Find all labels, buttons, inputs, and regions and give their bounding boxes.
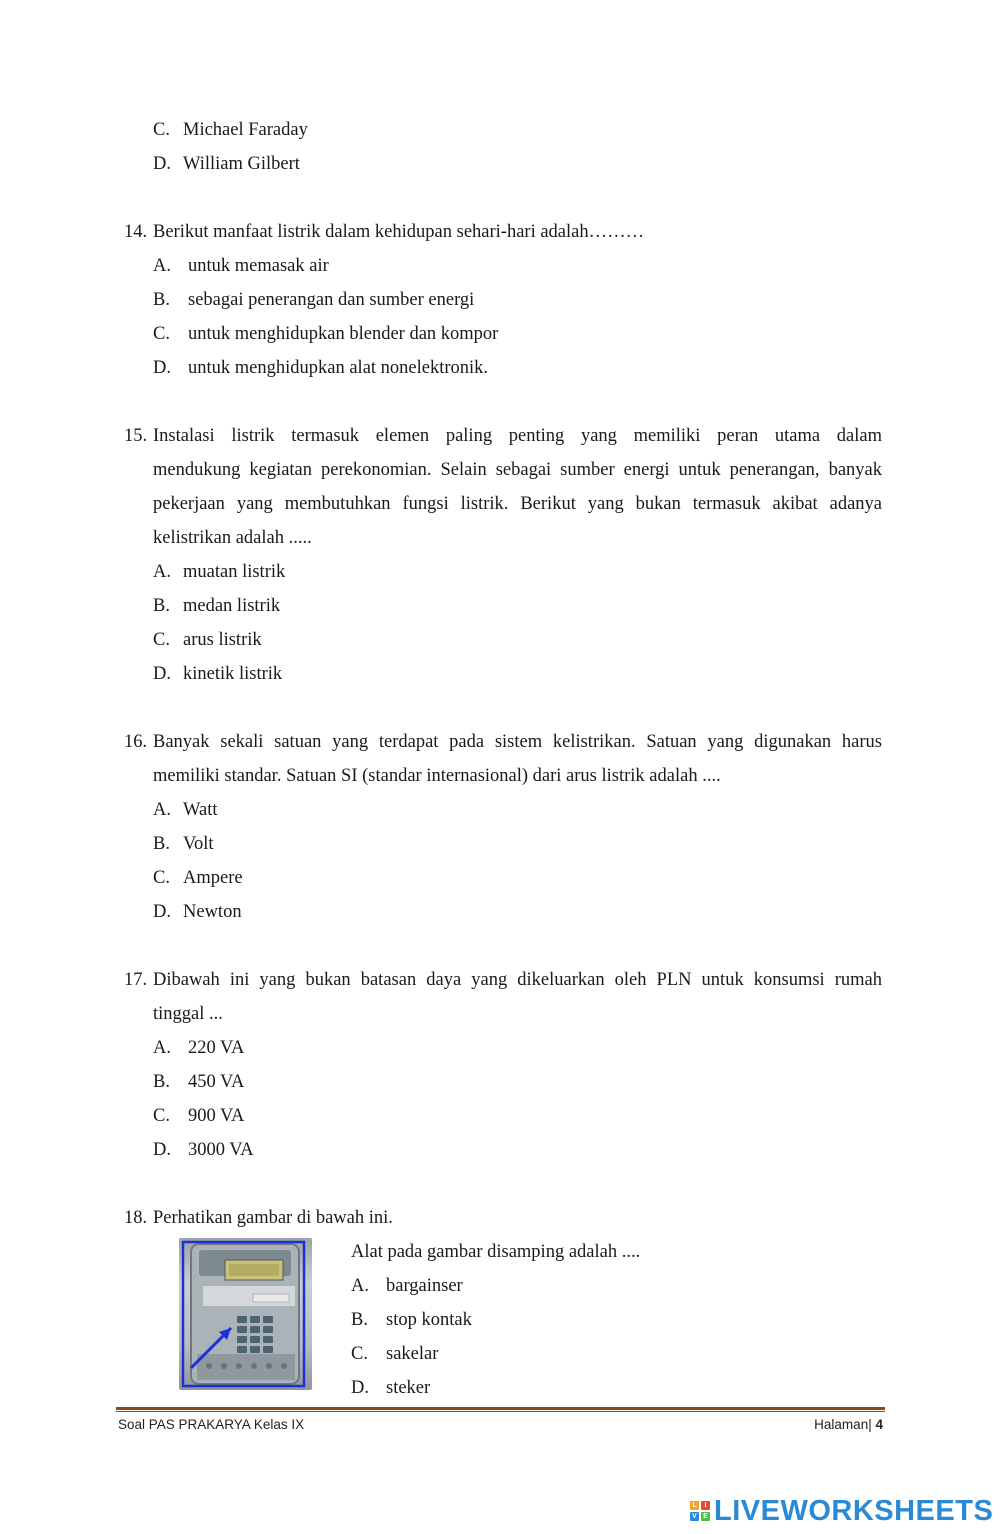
option-text: Newton bbox=[183, 902, 242, 922]
q18-option-c bbox=[351, 1342, 438, 1366]
logo-tile: I bbox=[701, 1501, 710, 1510]
q14-question: Berikut manfaat listrik dalam kehidupan sehari-hari adalah……… bbox=[153, 222, 645, 242]
option-letter: A. bbox=[351, 1276, 369, 1296]
logo-tile: L bbox=[690, 1501, 699, 1510]
option-text: 450 VA bbox=[188, 1072, 245, 1092]
option-letter: A. bbox=[153, 800, 171, 820]
q13-option-c bbox=[153, 118, 308, 142]
footer-title: Soal PAS PRAKARYA Kelas IX bbox=[118, 1417, 305, 1432]
option-letter: B. bbox=[153, 834, 170, 854]
q17-question-line: Dibawah ini yang bukan batasan daya yang dikeluarkan oleh PLN untuk konsumsi rumah bbox=[153, 970, 882, 990]
option-text: Volt bbox=[183, 834, 214, 854]
option-text: 900 VA bbox=[188, 1106, 245, 1126]
option-text: untuk menghidupkan alat nonelektronik. bbox=[188, 358, 489, 378]
option-letter: B. bbox=[351, 1310, 368, 1330]
q16-option-a bbox=[153, 798, 217, 822]
q15-option-c bbox=[153, 628, 262, 652]
option-letter: D. bbox=[153, 664, 171, 684]
option-letter: C. bbox=[153, 868, 170, 888]
option-letter: D. bbox=[153, 1140, 171, 1160]
liveworksheets-logo-text: LIVEWORKSHEETS bbox=[714, 1494, 994, 1527]
footer-page-number: 4 bbox=[875, 1417, 883, 1432]
q15-question-line: pekerjaan yang membutuhkan fungsi listrik. Berikut yang bukan termasuk akibat adanya bbox=[153, 494, 882, 514]
option-letter: C. bbox=[153, 630, 170, 650]
liveworksheets-logo-icon bbox=[690, 1501, 710, 1521]
q16-number: 16. bbox=[124, 732, 148, 752]
q13-option-d bbox=[153, 152, 300, 176]
footer-page-info bbox=[814, 1417, 883, 1432]
q16-option-c bbox=[153, 866, 243, 890]
q17-option-c bbox=[153, 1104, 244, 1128]
q15-option-d bbox=[153, 662, 282, 686]
q17-number: 17. bbox=[124, 970, 148, 990]
q14-option-a bbox=[153, 254, 329, 278]
q14-option-b bbox=[153, 288, 474, 312]
option-text: arus listrik bbox=[183, 630, 262, 650]
q15-question-line: Instalasi listrik termasuk elemen paling penting yang memiliki peran utama dalam bbox=[153, 426, 882, 446]
option-text: medan listrik bbox=[183, 596, 281, 616]
q18-prompt: Alat pada gambar disamping adalah .... bbox=[351, 1242, 641, 1262]
option-text: steker bbox=[386, 1378, 431, 1398]
option-text: Michael Faraday bbox=[183, 120, 308, 140]
q18-question: Perhatikan gambar di bawah ini. bbox=[153, 1208, 393, 1228]
q16-question-line: Banyak sekali satuan yang terdapat pada sistem kelistrikan. Satuan yang digunakan harus bbox=[153, 732, 882, 752]
q18-option-d bbox=[351, 1376, 430, 1400]
option-letter: C. bbox=[153, 324, 170, 344]
option-letter: A. bbox=[153, 562, 171, 582]
option-text: sebagai penerangan dan sumber energi bbox=[188, 290, 475, 310]
option-letter: C. bbox=[153, 120, 170, 140]
option-letter: A. bbox=[153, 1038, 171, 1058]
q17-option-a bbox=[153, 1036, 244, 1060]
q14-option-c bbox=[153, 322, 498, 346]
q16-question-line: memiliki standar. Satuan SI (standar internasional) dari arus listrik adalah .... bbox=[153, 766, 721, 786]
option-text: sakelar bbox=[386, 1344, 439, 1364]
option-letter: D. bbox=[153, 154, 171, 174]
q14-option-d bbox=[153, 356, 488, 380]
q15-number: 15. bbox=[124, 426, 148, 446]
option-text: 3000 VA bbox=[188, 1140, 254, 1160]
option-text: William Gilbert bbox=[183, 154, 300, 174]
electric-meter-photo bbox=[179, 1238, 312, 1390]
q15-question-line: kelistrikan adalah ..... bbox=[153, 528, 312, 548]
option-text: bargainser bbox=[386, 1276, 463, 1296]
electric-meter-illustration bbox=[179, 1238, 312, 1390]
option-letter: D. bbox=[153, 902, 171, 922]
q15-option-a bbox=[153, 560, 285, 584]
option-text: stop kontak bbox=[386, 1310, 472, 1330]
q18-number: 18. bbox=[124, 1208, 148, 1228]
option-text: Watt bbox=[183, 800, 218, 820]
option-letter: A. bbox=[153, 256, 171, 276]
option-text: kinetik listrik bbox=[183, 664, 283, 684]
q18-option-b bbox=[351, 1308, 472, 1332]
footer-divider bbox=[116, 1407, 885, 1410]
option-letter: D. bbox=[351, 1378, 369, 1398]
option-text: untuk memasak air bbox=[188, 256, 329, 276]
footer-page-label: Halaman| bbox=[814, 1417, 872, 1432]
option-letter: B. bbox=[153, 290, 170, 310]
option-letter: C. bbox=[351, 1344, 368, 1364]
q17-option-d bbox=[153, 1138, 254, 1162]
q16-option-d bbox=[153, 900, 242, 924]
liveworksheets-logo[interactable] bbox=[690, 1495, 993, 1527]
q17-question-line: tinggal ... bbox=[153, 1004, 223, 1024]
option-text: 220 VA bbox=[188, 1038, 245, 1058]
option-text: muatan listrik bbox=[183, 562, 286, 582]
q15-question-line: mendukung kegiatan perekonomian. Selain sebagai sumber energi untuk penerangan, banyak bbox=[153, 460, 882, 480]
logo-tile: V bbox=[690, 1512, 699, 1521]
q14-number: 14. bbox=[124, 222, 148, 242]
option-letter: D. bbox=[153, 358, 171, 378]
option-letter: B. bbox=[153, 596, 170, 616]
option-letter: B. bbox=[153, 1072, 170, 1092]
option-letter: C. bbox=[153, 1106, 170, 1126]
q17-option-b bbox=[153, 1070, 244, 1094]
q18-option-a bbox=[351, 1274, 463, 1298]
q16-option-b bbox=[153, 832, 214, 856]
logo-tile: E bbox=[701, 1512, 710, 1521]
footer-divider-thin bbox=[116, 1411, 885, 1412]
q15-option-b bbox=[153, 594, 280, 618]
option-text: untuk menghidupkan blender dan kompor bbox=[188, 324, 499, 344]
option-text: Ampere bbox=[183, 868, 243, 888]
